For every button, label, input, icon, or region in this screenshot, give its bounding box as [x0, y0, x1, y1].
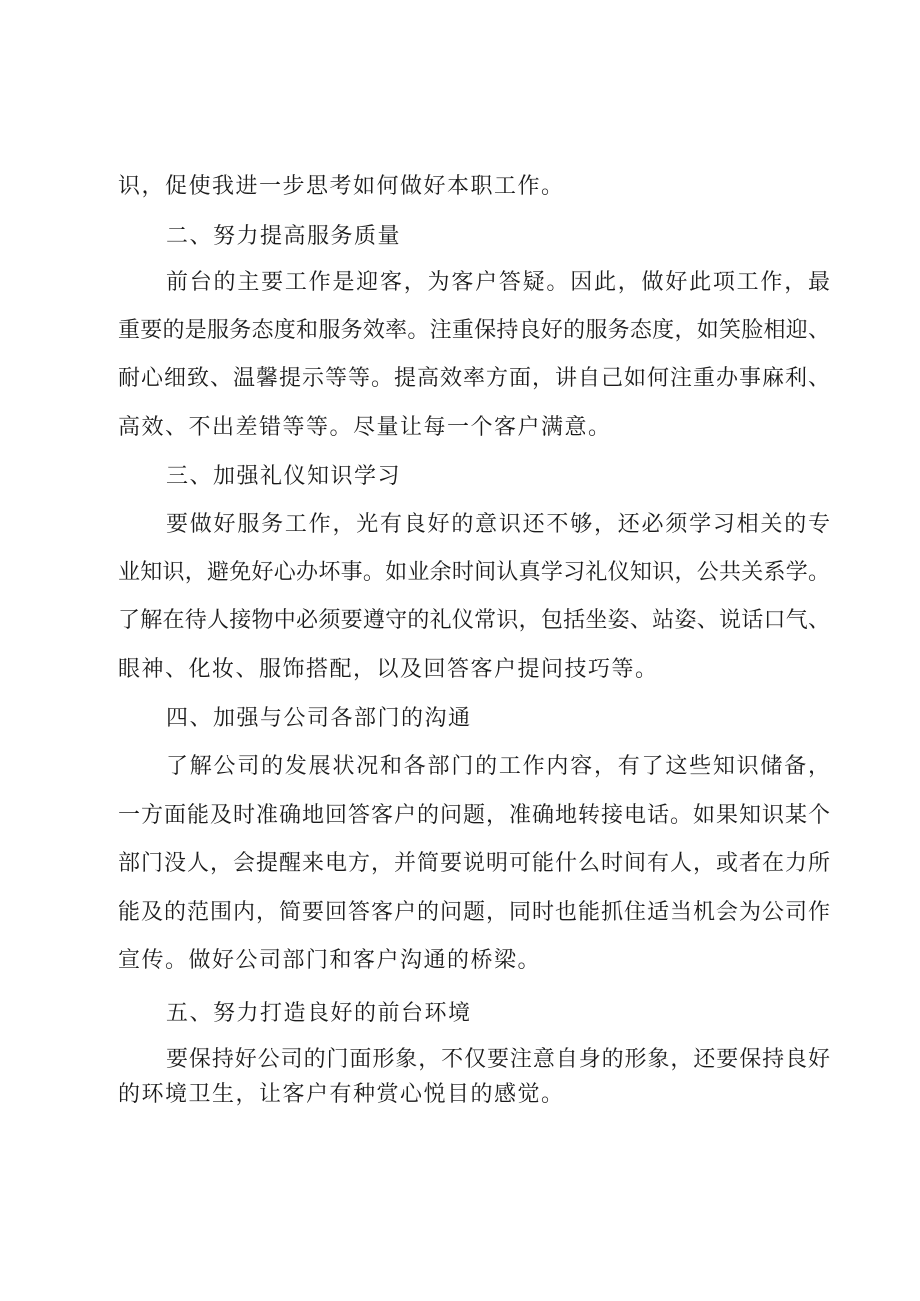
paragraph-line: 重要的是服务态度和服务效率。注重保持良好的服务态度，如笑脸相迎、 — [118, 318, 830, 343]
paragraph-line: 了解在待人接物中必须要遵守的礼仪常识，包括坐姿、站姿、说话口气、 — [118, 608, 830, 633]
paragraph-line: 眼神、化妆、服饰搭配，以及回答客户提问技巧等。 — [118, 657, 659, 682]
paragraph-line: 业知识，避免好心办坏事。如业余时间认真学习礼仪知识，公共关系学。 — [118, 560, 830, 585]
paragraph-line: 一方面能及时准确地回答客户的问题，准确地转接电话。如果知识某个 — [118, 803, 830, 828]
section-heading: 二、努力提高服务质量 — [166, 224, 402, 249]
paragraph-line: 要做好服务工作，光有良好的意识还不够，还必须学习相关的专 — [166, 512, 830, 537]
paragraph-line: 要保持好公司的门面形象，不仅要注意自身的形象，还要保持良好 — [166, 1047, 830, 1072]
paragraph-line: 耐心细致、温馨提示等等。提高效率方面，讲自己如何注重办事麻利、 — [118, 366, 830, 391]
paragraph-line: 宣传。做好公司部门和客户沟通的桥梁。 — [118, 948, 542, 973]
section-heading: 三、加强礼仪知识学习 — [166, 464, 402, 489]
section-heading: 四、加强与公司各部门的沟通 — [166, 706, 472, 731]
section-heading: 五、努力打造良好的前台环境 — [166, 1001, 472, 1026]
paragraph-line: 高效、不出差错等等。尽量让每一个客户满意。 — [118, 415, 612, 440]
paragraph-line: 的环境卫生，让客户有种赏心悦目的感觉。 — [118, 1082, 565, 1107]
paragraph-line: 识，促使我进一步思考如何做好本职工作。 — [118, 174, 565, 199]
paragraph-line: 前台的主要工作是迎客，为客户答疑。因此，做好此项工作，最 — [166, 270, 830, 295]
paragraph-line: 部门没人，会提醒来电方，并简要说明可能什么时间有人，或者在力所 — [118, 851, 830, 876]
paragraph-line: 了解公司的发展状况和各部门的工作内容，有了这些知识储备， — [166, 754, 830, 779]
paragraph-line: 能及的范围内，简要回答客户的问题，同时也能抓住适当机会为公司作 — [118, 900, 830, 925]
